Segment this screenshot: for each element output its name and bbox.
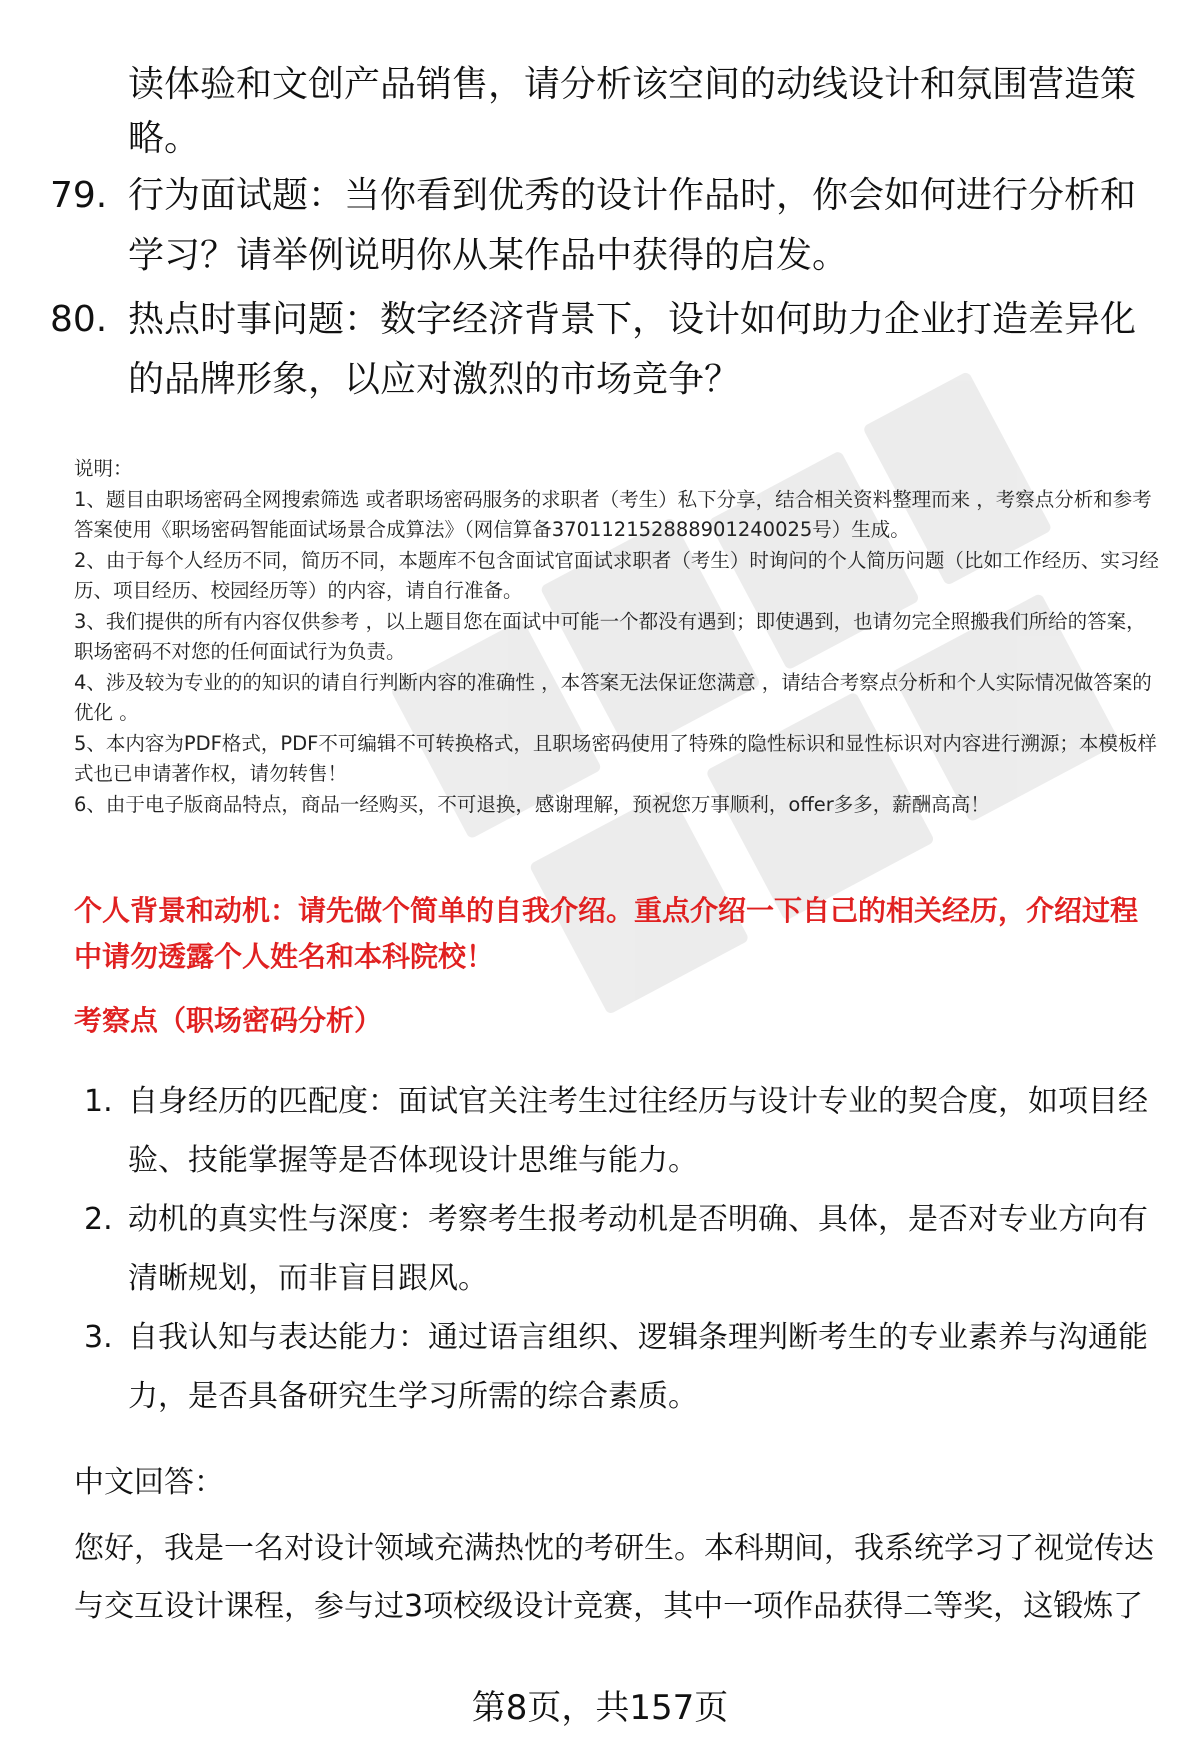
note-item: 4、涉及较为专业的的知识的请自行判断内容的准确性 ，本答案无法保证您满意 ，请结合考察点分析和个人实际情况做答案的优化 。: [74, 670, 1152, 724]
point-text: 动机的真实性与深度：考察考生报考动机是否明确、具体，是否对专业方向有清晰规划，而非盲目跟风。: [128, 1202, 1148, 1296]
page-footer: 第8页，共157页: [471, 1688, 729, 1728]
note-item: 5、本内容为PDF格式，PDF不可编辑不可转换格式，且职场密码使用了特殊的隐性标识和显性标识对内容进行溯源；本模板样式也已申请著作权，请勿转售！: [74, 731, 1157, 785]
question-text: 行为面试题：当你看到优秀的设计作品时，你会如何进行分析和学习？请举例说明你从某作品中获得的启发。: [128, 175, 1137, 276]
answer-label: 中文回答：: [74, 1465, 224, 1500]
analysis-points: [84, 1072, 1174, 1426]
note-item: 3、我们提供的所有内容仅供参考 ，以上题目您在面试中可能一个都没有遇到；即使遇到，也请勿完全照搬我们所给的答案，职场密码不对您的任何面试行为负责。: [74, 609, 1146, 663]
point-text: 自身经历的匹配度：面试官关注考生过往经历与设计专业的契合度，如项目经验、技能掌握等是否体现设计思维与能力。: [128, 1084, 1148, 1178]
section-title: 个人背景和动机：请先做个简单的自我介绍。重点介绍一下自己的相关经历，介绍过程中请勿透露个人姓名和本科院校！: [74, 894, 1139, 973]
question-number: 80.: [50, 299, 108, 340]
analysis-title: 考察点（职场密码分析）: [74, 1004, 383, 1037]
disclaimer-notes: [74, 454, 1164, 820]
question-continuation: 读体验和文创产品销售，请分析该空间的动线设计和氛围营造策略。: [128, 64, 1137, 159]
note-item: 2、由于每个人经历不同，简历不同，本题库不包含面试官面试求职者（考生）时询问的个人简历问题（比如工作经历、实习经历、项目经历、校园经历等）的内容，请自行准备。: [74, 548, 1159, 602]
analysis-point: [84, 1072, 1174, 1190]
analysis-point: [84, 1190, 1174, 1308]
analysis-point: [84, 1308, 1174, 1426]
answer-text: 您好，我是一名对设计领域充满热忱的考研生。本科期间，我系统学习了视觉传达与交互设计课程，参与过3项校级设计竞赛，其中一项作品获得二等奖，这锻炼了: [74, 1531, 1154, 1624]
point-number: 1.: [84, 1084, 113, 1119]
question-text: 热点时事问题：数字经济背景下，设计如何助力企业打造差异化的品牌形象，以应对激烈的市场竞争？: [128, 299, 1137, 400]
point-number: 2.: [84, 1202, 113, 1237]
question-number: 79.: [50, 175, 108, 216]
notes-title: 说明：: [74, 457, 133, 480]
point-number: 3.: [84, 1320, 113, 1355]
note-item: 1、题目由职场密码全网搜索筛选 或者职场密码服务的求职者（考生）私下分享，结合相关资料整理而来 ，考察点分析和参考答案使用《职场密码智能面试场景合成算法》（网信算备370112152888901240025号）生成。: [74, 487, 1152, 541]
note-item: 6、由于电子版商品特点，商品一经购买，不可退换，感谢理解，预祝您万事顺利，offer多多，薪酬高高！: [74, 792, 990, 816]
point-text: 自我认知与表达能力：通过语言组织、逻辑条理判断考生的专业素养与沟通能力，是否具备研究生学习所需的综合素质。: [128, 1320, 1148, 1414]
